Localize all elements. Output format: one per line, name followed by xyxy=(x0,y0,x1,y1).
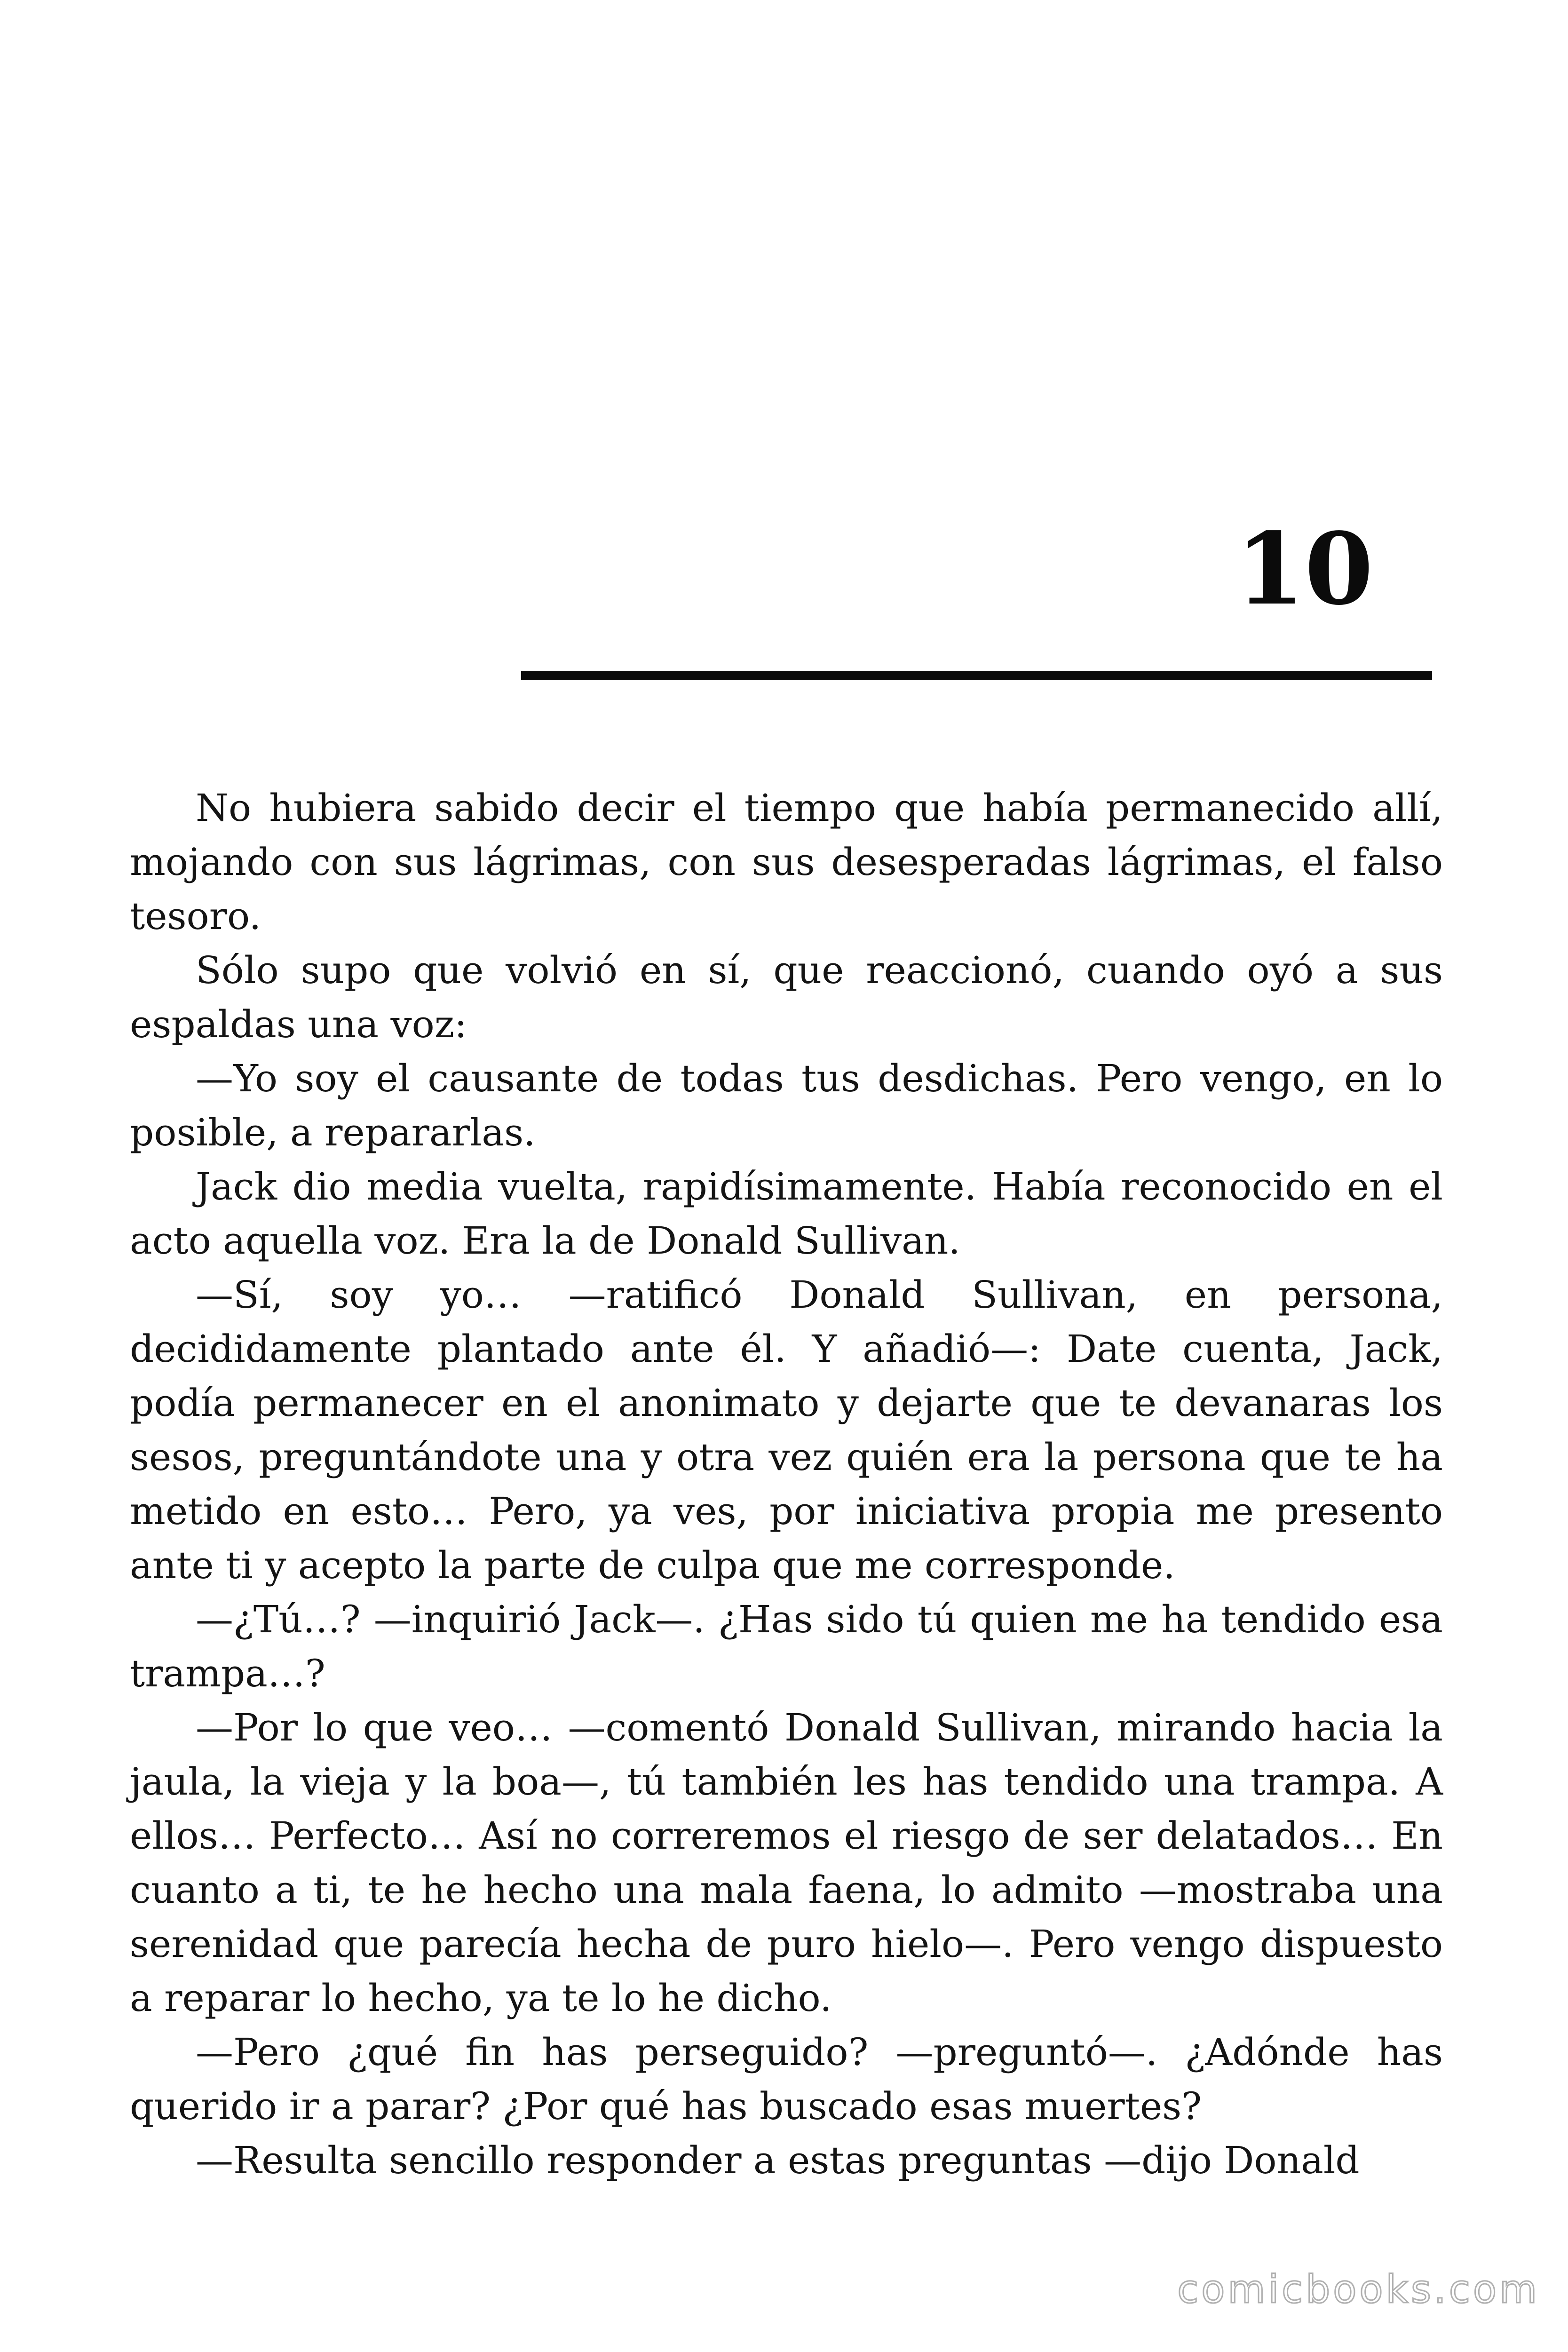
paragraph: —Sí, soy yo… —ratificó Donald Sullivan, en persona, decididamente plantado ante él. Y añadió—: Date cuenta, Jack, podía permanecer en el anonimato y dejarte que te devanaras los sesos, preguntándote una y otra vez quién era la persona que te ha metido en esto… Pero, ya ves, por iniciativa propia me presento ante ti y acepto la parte de culpa que me corresponde. xyxy=(130,1273,1443,1587)
paragraph: —¿Tú…? —inquirió Jack—. ¿Has sido tú quien me ha tendido esa trampa…? xyxy=(130,1597,1443,1695)
paragraph: —Por lo que veo… —comentó Donald Sullivan, mirando hacia la jaula, la vieja y la boa—, tú también les has tendido una trampa. A ellos… Perfecto… Así no correremos el riesgo de ser delatados… En cuanto a ti, te he hecho una mala faena, lo admito —mostraba una serenidad que parecía hecha de puro hielo—. Pero vengo dispuesto a reparar lo hecho, ya te lo he dicho. xyxy=(130,1706,1443,2020)
chapter-number: 10 xyxy=(1235,511,1373,627)
paragraph: —Pero ¿qué fin has perseguido? —preguntó—. ¿Adónde has querido ir a parar? ¿Por qué has buscado esas muertes? xyxy=(130,2030,1443,2128)
watermark: comicbooks.com xyxy=(1177,2267,1540,2312)
paragraph: —Yo soy el causante de todas tus desdichas. Pero vengo, en lo posible, a repararlas. xyxy=(130,1057,1443,1154)
chapter-divider-rule xyxy=(521,671,1432,680)
paragraph: No hubiera sabido decir el tiempo que había permanecido allí, mojando con sus lágrimas, con sus desesperadas lágrimas, el falso tesoro. xyxy=(130,786,1443,938)
paragraph: Jack dio media vuelta, rapidísimamente. Había reconocido en el acto aquella voz. Era la de Donald Sullivan. xyxy=(130,1165,1443,1263)
paragraph: Sólo supo que volvió en sí, que reaccionó, cuando oyó a sus espaldas una voz: xyxy=(130,948,1443,1046)
body-text xyxy=(130,781,1443,2187)
paragraph-continued: —Resulta sencillo responder a estas preguntas —dijo Donald xyxy=(196,2138,1360,2182)
